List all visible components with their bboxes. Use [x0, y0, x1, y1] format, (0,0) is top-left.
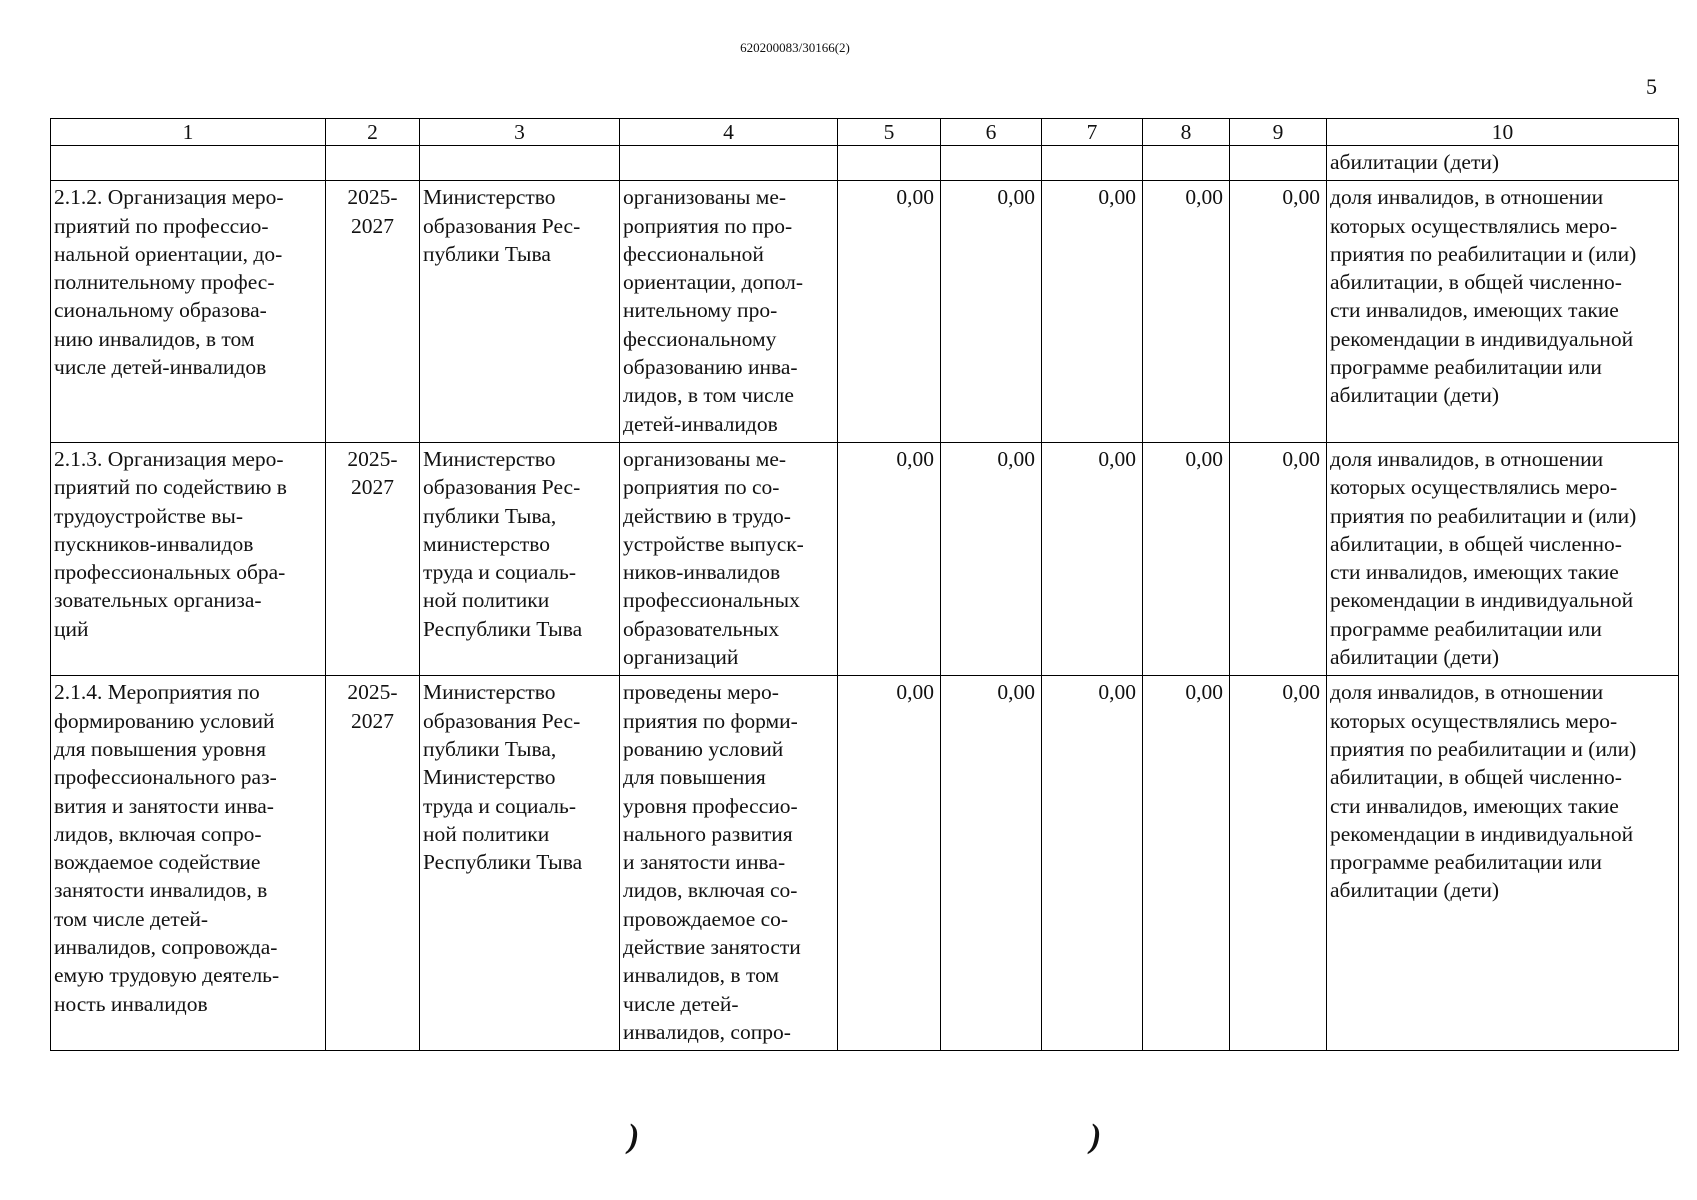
continuation-row [51, 146, 1679, 181]
continuation-cell-5 [838, 146, 941, 181]
cell-col-7: 0,00 [1042, 442, 1143, 675]
cell-col-1: 2.1.4. Мероприятия по формированию условий для повышения уровня профессионального раз- вития и занятости инва- лидов, включая сопро- вождаемое содействие занятости инвалидов, в том числе детей- инвалидов, сопровожда- емую трудовую деятель- ность инвалидов [51, 676, 326, 1051]
column-header-4: 4 [620, 119, 838, 146]
cell-col-8: 0,00 [1143, 181, 1230, 443]
cell-col-10: доля инвалидов, в отношении которых осуществлялись меро- приятия по реабилитации и (или) абилитации, в общей численно- сти инвалидов, имеющих такие рекомендации в индивидуальной программе реабилитации или абилитации (дети) [1327, 676, 1679, 1051]
cell-col-7: 0,00 [1042, 181, 1143, 443]
cell-col-8: 0,00 [1143, 442, 1230, 675]
cell-col-1: 2.1.3. Организация меро- приятий по содействию в трудоустройстве вы- пускников-инвалидов профессиональных обра- зовательных организа- ций [51, 442, 326, 675]
continuation-cell-10: абилитации (дети) [1327, 146, 1679, 181]
cell-col-3: Министерство образования Рес- публики Тыва [420, 181, 620, 443]
cell-col-3: Министерство образования Рес- публики Тыва, министерство труда и социаль- ной политики Республики Тыва [420, 442, 620, 675]
cell-col-6: 0,00 [941, 442, 1042, 675]
footer-mark-left: ) [628, 1118, 640, 1155]
table-row [51, 442, 1679, 675]
continuation-cell-4 [620, 146, 838, 181]
continuation-cell-3 [420, 146, 620, 181]
program-table [50, 118, 1679, 1051]
continuation-cell-6 [941, 146, 1042, 181]
table-row [51, 181, 1679, 443]
column-header-7: 7 [1042, 119, 1143, 146]
column-header-10: 10 [1327, 119, 1679, 146]
cell-col-9: 0,00 [1230, 442, 1327, 675]
column-header-6: 6 [941, 119, 1042, 146]
table-row [51, 676, 1679, 1051]
cell-col-4: организованы ме- роприятия по со- действию в трудо- устройстве выпуск- ников-инвалидов профессиональных образовательных организаций [620, 442, 838, 675]
page-number: 5 [1646, 74, 1657, 99]
continuation-cell-2 [326, 146, 420, 181]
column-header-8: 8 [1143, 119, 1230, 146]
column-header-9: 9 [1230, 119, 1327, 146]
cell-col-3: Министерство образования Рес- публики Тыва, Министерство труда и социаль- ной политики Республики Тыва [420, 676, 620, 1051]
continuation-cell-1 [51, 146, 326, 181]
cell-col-4: организованы ме- роприятия по про- фессиональной ориентации, допол- нительному про- фессиональному образованию инва- лидов, в том числе детей-инвалидов [620, 181, 838, 443]
cell-col-8: 0,00 [1143, 676, 1230, 1051]
cell-col-2: 2025- 2027 [326, 676, 420, 1051]
cell-col-2: 2025- 2027 [326, 442, 420, 675]
cell-col-7: 0,00 [1042, 676, 1143, 1051]
cell-col-4: проведены меро- приятия по форми- рованию условий для повышения уровня профессио- нального развития и занятости инва- лидов, включая со- провождаемое со- действие занятости инвалидов, в том числе детей- инвалидов, сопро- [620, 676, 838, 1051]
header-row [51, 119, 1679, 146]
continuation-cell-8 [1143, 146, 1230, 181]
cell-col-6: 0,00 [941, 181, 1042, 443]
column-header-5: 5 [838, 119, 941, 146]
column-header-3: 3 [420, 119, 620, 146]
cell-col-5: 0,00 [838, 676, 941, 1051]
cell-col-2: 2025- 2027 [326, 181, 420, 443]
cell-col-10: доля инвалидов, в отношении которых осуществлялись меро- приятия по реабилитации и (или) абилитации, в общей численно- сти инвалидов, имеющих такие рекомендации в индивидуальной программе реабилитации или абилитации (дети) [1327, 442, 1679, 675]
cell-col-1: 2.1.2. Организация меро- приятий по профессио- нальной ориентации, до- полнительному профес- сиональному образова- нию инвалидов, в том числе детей-инвалидов [51, 181, 326, 443]
cell-col-10: доля инвалидов, в отношении которых осуществлялись меро- приятия по реабилитации и (или) абилитации, в общей численно- сти инвалидов, имеющих такие рекомендации в индивидуальной программе реабилитации или абилитации (дети) [1327, 181, 1679, 443]
column-header-2: 2 [326, 119, 420, 146]
column-header-1: 1 [51, 119, 326, 146]
cell-col-9: 0,00 [1230, 676, 1327, 1051]
document-id: 620200083/30166(2) [740, 40, 850, 55]
continuation-cell-7 [1042, 146, 1143, 181]
cell-col-6: 0,00 [941, 676, 1042, 1051]
cell-col-9: 0,00 [1230, 181, 1327, 443]
cell-col-5: 0,00 [838, 442, 941, 675]
continuation-cell-9 [1230, 146, 1327, 181]
cell-col-5: 0,00 [838, 181, 941, 443]
footer-mark-right: ) [1090, 1118, 1102, 1155]
